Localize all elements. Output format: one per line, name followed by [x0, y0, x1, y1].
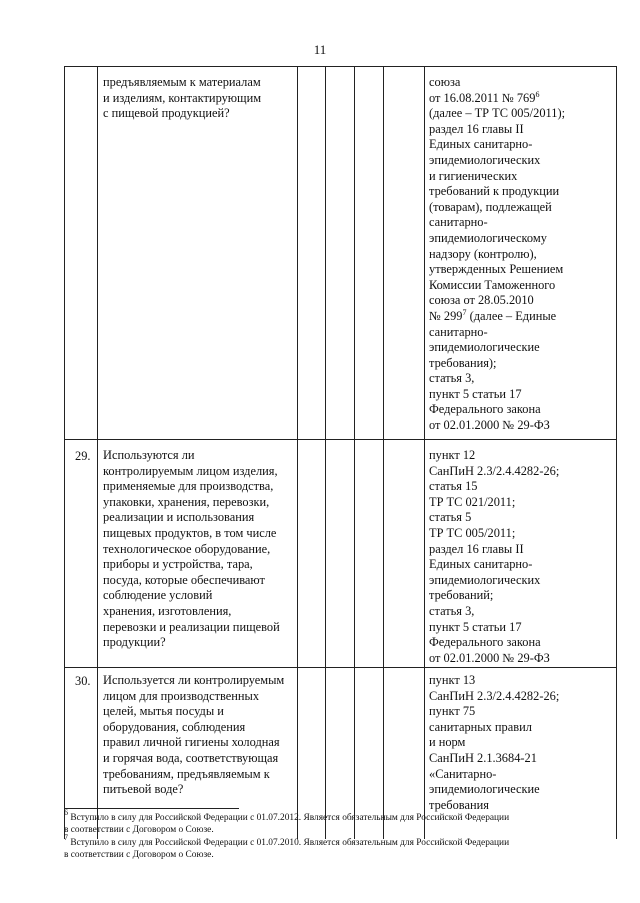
question-line: предъявляемым к материалам	[103, 75, 261, 89]
footnote-line: в соответствии с Договором о Союзе.	[64, 850, 214, 861]
reference-line: санитарно-	[429, 324, 488, 339]
question-line: упаковки, хранения, перевозки,	[103, 494, 270, 509]
reference-line: СанПиН 2.1.3684-21	[429, 750, 537, 765]
reference-line: требований к продукции	[429, 184, 560, 199]
footnote-mark: 7	[462, 307, 467, 317]
question-line: оборудования, соблюдения	[103, 719, 246, 734]
question-line: посуда, которые обеспечивают	[103, 572, 265, 587]
table-row	[65, 67, 617, 440]
reference-line: и гигиенических	[429, 168, 518, 183]
answer-cell-not-applicable[interactable]	[355, 440, 384, 668]
reference-line: эпидемиологические	[429, 782, 540, 797]
reference-text: от 16.08.2011 № 769	[429, 90, 536, 105]
reference-line: и норм	[429, 735, 466, 750]
reference-line: Федерального закона	[429, 402, 541, 417]
footnote-mark: 7	[64, 832, 68, 842]
footnote-mark: 6	[64, 808, 68, 817]
question-line: реализации и использования	[103, 510, 255, 525]
footnote-mark: 6	[535, 89, 540, 99]
question-line: с пищевой продукцией?	[103, 106, 230, 121]
question-cell	[98, 67, 298, 440]
reference-line: статья 3,	[429, 603, 475, 618]
footnote	[64, 832, 620, 862]
reference-line: союза	[429, 75, 461, 89]
reference-line: (далее – ТР ТС 005/2011);	[429, 106, 566, 121]
question-line: пищевых продуктов, в том числе	[103, 525, 277, 540]
reference-line: санитарных правил	[429, 719, 532, 734]
footnotes	[64, 808, 620, 862]
reference-text: (далее – Единые	[466, 308, 557, 323]
reference-text: № 299	[429, 308, 463, 323]
question-line: правил личной гигиены холодная	[103, 735, 280, 750]
reference-line: СанПиН 2.3/2.4.4282-26;	[429, 688, 560, 703]
question-line: лицом для производственных	[103, 688, 260, 703]
reference-line: ТР ТС 005/2011;	[429, 525, 516, 540]
reference-line: Федерального закона	[429, 635, 541, 650]
row-number: 30.	[65, 668, 98, 840]
reference-line: раздел 16 главы II	[429, 121, 524, 136]
reference-line: эпидемиологические	[429, 340, 540, 355]
reference-line: эпидемиологическому	[429, 230, 547, 245]
row-number: 29.	[65, 440, 98, 668]
reference-line: эпидемиологических	[429, 152, 541, 167]
reference-line: Комиссии Таможенного	[429, 277, 556, 292]
reference-line: пункт 75	[429, 704, 476, 719]
question-line: питьевой воде?	[103, 782, 184, 797]
reference-line: пункт 5 статьи 17	[429, 386, 522, 401]
question-line: продукции?	[103, 635, 166, 650]
answer-cell-yes[interactable]	[298, 67, 326, 440]
reference-line: требования);	[429, 355, 497, 370]
question-line: целей, мытья посуды и	[103, 704, 224, 719]
reference-line: санитарно-	[429, 215, 488, 230]
reference-line: пункт 12	[429, 448, 476, 462]
reference-line: Единых санитарно-	[429, 137, 533, 152]
question-line: Используется ли контролируемым	[103, 673, 285, 687]
note-cell[interactable]	[384, 440, 425, 668]
question-line: перевозки и реализации пищевой	[103, 619, 280, 634]
question-line: Используются ли	[103, 448, 195, 462]
reference-line: статья 3,	[429, 371, 475, 386]
reference-line: СанПиН 2.3/2.4.4282-26;	[429, 463, 560, 478]
reference-line: утвержденных Решением	[429, 262, 564, 277]
question-line: технологическое оборудование,	[103, 541, 271, 556]
answer-cell-yes[interactable]	[298, 440, 326, 668]
footnote-divider	[64, 808, 239, 809]
page-number: 11	[313, 42, 327, 57]
footnote-line: в соответствии с Договором о Союзе.	[64, 825, 214, 836]
reference-line: «Санитарно-	[429, 766, 497, 781]
reference-line: союза от 28.05.2010	[429, 293, 534, 308]
reference-line: надзору (контролю),	[429, 246, 537, 261]
reference-cell	[425, 440, 617, 668]
question-line: и горячая вода, соответствующая	[103, 750, 279, 765]
reference-line: требований;	[429, 588, 494, 603]
reference-line: эпидемиологических	[429, 572, 541, 587]
table-row	[65, 440, 617, 668]
question-cell	[98, 440, 298, 668]
reference-line: (товарам), подлежащей	[429, 199, 552, 214]
reference-line	[429, 309, 613, 325]
footnote-text: Вступило в силу для Российской Федерации с 01.07.2010. Является обязательным для Российской Федерации	[68, 837, 510, 848]
footnote-line	[64, 832, 620, 849]
answer-cell-no[interactable]	[326, 440, 355, 668]
reference-line: пункт 5 статьи 17	[429, 619, 522, 634]
note-cell[interactable]	[384, 67, 425, 440]
footnote-text: Вступило в силу для Российской Федерации с 01.07.2012. Является обязательным для Российской Федерации	[68, 813, 510, 823]
question-line: и изделиям, контактирующим	[103, 90, 262, 105]
question-line: применяемые для производства,	[103, 479, 274, 494]
question-line: соблюдение условий	[103, 588, 213, 603]
reference-line: статья 15	[429, 479, 478, 494]
footnote-line	[64, 808, 620, 824]
reference-line	[429, 91, 613, 107]
reference-line: от 02.01.2000 № 29-ФЗ	[429, 418, 550, 433]
reference-cell	[425, 67, 617, 440]
question-line: контролируемым лицом изделия,	[103, 463, 278, 478]
reference-line: ТР ТС 021/2011;	[429, 494, 516, 509]
checklist-table	[64, 66, 617, 839]
reference-line: пункт 13	[429, 673, 476, 687]
question-line: приборы и устройства, тара,	[103, 557, 253, 572]
answer-cell-no[interactable]	[326, 67, 355, 440]
row-number	[65, 67, 98, 440]
answer-cell-not-applicable[interactable]	[355, 67, 384, 440]
question-line: хранения, изготовления,	[103, 603, 232, 618]
footnote	[64, 808, 620, 837]
question-line: требованиям, предъявляемым к	[103, 766, 270, 781]
reference-line: требования	[429, 797, 489, 812]
reference-line: раздел 16 главы II	[429, 541, 524, 556]
reference-line: от 02.01.2000 № 29-ФЗ	[429, 650, 550, 665]
reference-line: Единых санитарно-	[429, 557, 533, 572]
reference-line: статья 5	[429, 510, 472, 525]
